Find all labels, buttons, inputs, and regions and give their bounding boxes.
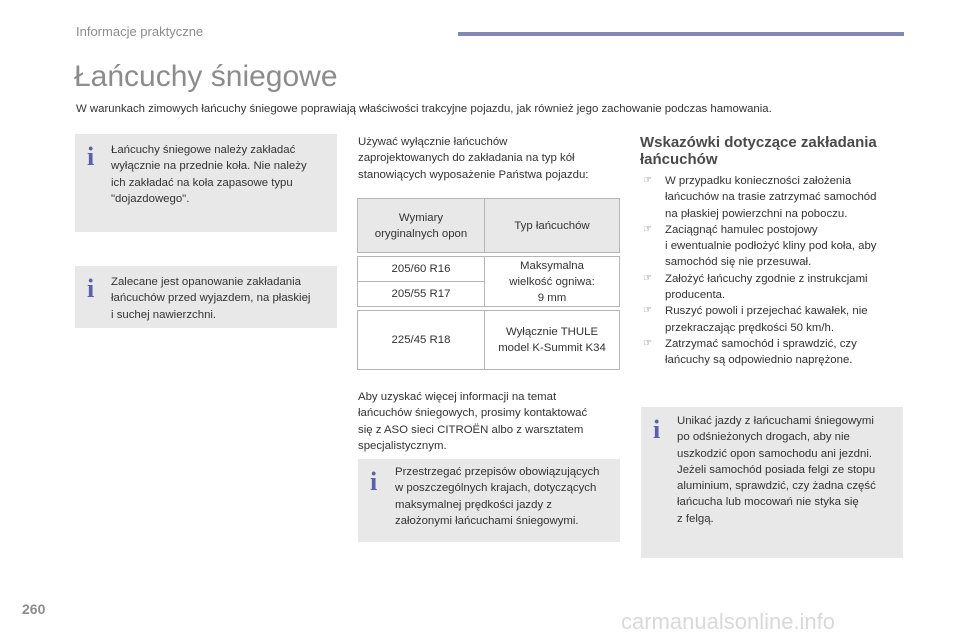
header-rule — [458, 32, 904, 36]
table-row — [358, 257, 620, 282]
list-item: ☞ W przypadku konieczności założenia łańcuchów na trasie zatrzymać samochód na płaskiej powierzchni na poboczu. — [643, 175, 877, 220]
info-box-speed — [358, 459, 620, 542]
info-box-alloy — [641, 407, 903, 558]
table-header-cell: Typ łańcuchów — [485, 199, 620, 253]
arrow-bullet-icon: ☞ — [643, 272, 652, 284]
info-box-text: Unikać jazdy z łańcuchami śniegowymi po odśnieżonych drogach, aby nie uszkodzić opon samochodu ani jezdni. Jeżeli samochód posiada felgi ze stopu aluminium, sprawdzić, czy żadna część łańcucha lub mocowań nie styka się z felgą. — [677, 415, 876, 525]
list-item: ☞ Zatrzymać samochód i sprawdzić, czy łańcuchy są odpowiednio naprężone. — [643, 337, 857, 367]
chain-size-table — [357, 198, 620, 370]
table-cell: 205/55 R17 — [358, 282, 485, 307]
table-header-cell: Wymiary oryginalnych opon — [358, 199, 485, 253]
table-cell: Maksymalna wielkość ogniwa: 9 mm — [485, 257, 620, 307]
info-icon: i — [370, 467, 378, 496]
info-box-front-wheels — [75, 134, 337, 232]
arrow-bullet-icon: ☞ — [643, 223, 652, 235]
info-icon: i — [653, 415, 661, 444]
arrow-bullet-icon: ☞ — [643, 337, 652, 349]
watermark: carmanualsonline.info — [621, 609, 836, 634]
intro-paragraph: W warunkach zimowych łańcuchy śniegowe poprawiają właściwości trakcyjne pojazdu, jak również jego zachowanie podczas hamowania. — [76, 103, 772, 115]
section-title: Informacje praktyczne — [76, 24, 204, 39]
list-item: ☞ Założyć łańcuchy zgodnie z instrukcjami producenta. — [643, 272, 868, 302]
tips-list — [640, 173, 910, 369]
info-box-text: Przestrzegać przepisów obowiązujących w poszczególnych krajach, dotyczących maksymalnej prędkości jazdy z założonymi łańcuchami śniegowymi. — [395, 466, 600, 527]
info-box-practice — [75, 266, 337, 328]
page-number: 260 — [22, 601, 46, 617]
table-cell: 225/45 R18 — [358, 311, 485, 370]
table-cell: Wyłącznie THULE model K-Summit K34 — [485, 311, 620, 370]
table-row — [358, 311, 620, 370]
table-header-row — [358, 199, 620, 253]
info-box-text: Zalecane jest opanowanie zakładania łańcuchów przed wyjazdem, na płaskiej i suchej nawierzchni. — [111, 276, 311, 321]
page-title: Łańcuchy śniegowe — [74, 60, 338, 93]
table-cell: 205/60 R16 — [358, 257, 485, 282]
chain-usage-paragraph: Używać wyłącznie łańcuchów zaprojektowanych do zakładania na typ kół stanowiących wyposażenie Państwa pojazdu: — [358, 136, 589, 181]
tips-heading: Wskazówki dotyczące zakładania łańcuchów — [640, 134, 877, 168]
arrow-bullet-icon: ☞ — [643, 305, 652, 317]
list-item: ☞ Ruszyć powoli i przejechać kawałek, nie przekraczając prędkości 50 km/h. — [643, 305, 868, 334]
info-box-text: Łańcuchy śniegowe należy zakładać wyłącznie na przednie koła. Nie należy ich zakładać na koła zapasowe typu "dojazdowego". — [111, 144, 307, 205]
list-item: ☞ Zaciągnąć hamulec postojowy i ewentualnie podłożyć kliny pod koła, aby samochód się nie przesuwał. — [643, 223, 877, 269]
info-icon: i — [87, 142, 95, 171]
info-icon: i — [87, 274, 95, 303]
arrow-bullet-icon: ☞ — [643, 175, 652, 186]
more-info-paragraph: Aby uzyskać więcej informacji na temat łańcuchów śniegowych, prosimy kontaktować się z ASO sieci CITROËN albo z warsztatem specjalistycznym. — [358, 391, 588, 452]
